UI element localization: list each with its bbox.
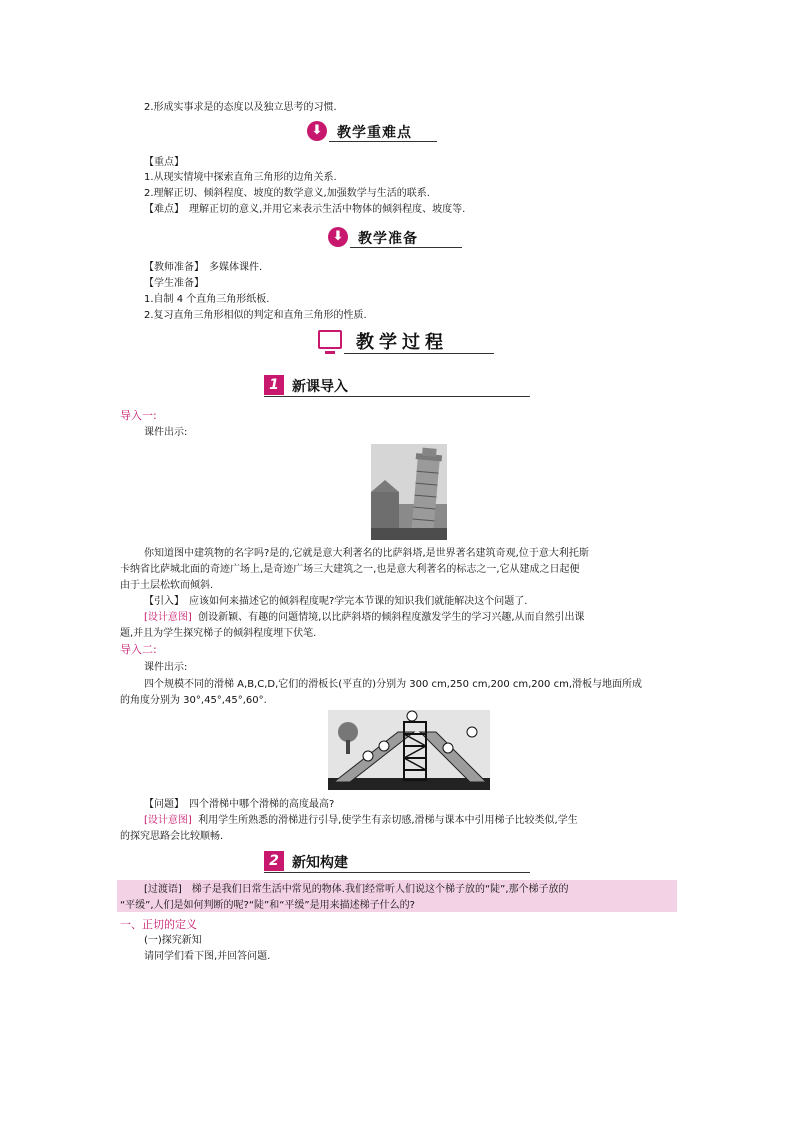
sub-one-title: (一)探究新知 xyxy=(144,935,202,946)
student-prep: 【学生准备】 xyxy=(144,278,204,289)
heading-prep-title: 教学准备 xyxy=(358,231,418,247)
heading-new-intro-title: 新课导入 xyxy=(292,379,348,395)
heading-prep xyxy=(328,227,464,249)
design-intent-2-text: 利用学生所熟悉的滑梯进行引导,使学生有亲切感,滑梯与课本中引用梯子比较类似,学生 xyxy=(198,815,578,826)
intro-2-show: 课件出示: xyxy=(144,662,188,673)
intro-1-para-1: 你知道图中建筑物的名字吗?是的,它就是意大利著名的比萨斜塔,是世界著名建筑奇观,位于意大利托斯 xyxy=(144,548,589,559)
intro-2-label: 导入二: xyxy=(120,643,157,656)
intro-1-label: 导入一: xyxy=(120,409,157,422)
down-arrow-circle-icon: ⬇ xyxy=(328,227,348,247)
prep-1: 1.自制 4 个直角三角形纸板. xyxy=(144,294,270,305)
heading-new-intro xyxy=(264,375,530,397)
section-number-badge: 1 xyxy=(264,375,284,395)
transition-line-2: “平缓”,人们是如何判断的呢?“陡”和“平缓”是用来描述梯子什么的? xyxy=(120,900,415,911)
design-intent-1-cont: 题,并且为学生探究梯子的倾斜程度埋下伏笔. xyxy=(120,628,317,639)
monitor-icon xyxy=(318,330,342,349)
intro-1-lead-in: 【引入】 应该如何来描述它的倾斜程度呢?学完本节课的知识我们就能解决这个问题了. xyxy=(144,596,528,607)
ask-text: 请同学们看下图,并回答问题. xyxy=(144,951,271,962)
down-arrow-circle-icon: ⬇ xyxy=(307,121,327,141)
transition-line-1: [过渡语] 梯子是我们日常生活中常见的物体.我们经常听人们说这个梯子放的“陡”,那个梯子放的 xyxy=(144,884,569,895)
difficulty-text: 【难点】 理解正切的意义,并用它来表示生活中物体的倾斜程度、坡度等. xyxy=(144,204,466,215)
intro-1-show: 课件出示: xyxy=(144,427,188,438)
design-intent-tag: [设计意图] xyxy=(144,612,192,623)
intro-1-para-2: 卡纳省比萨城北面的奇迹广场上,是奇迹广场三大建筑之一,也是意大利著名的标志之一,它从建成之日起便 xyxy=(120,564,580,575)
question: 【问题】 四个滑梯中哪个滑梯的高度最高? xyxy=(144,799,335,810)
heading-key-difficulty-title: 教学重难点 xyxy=(337,125,412,141)
key-point-1: 1.从现实情境中探索直角三角形的边角关系. xyxy=(144,172,337,183)
heading-process-title: 教学过程 xyxy=(356,332,448,353)
design-intent-1-text: 创设新颖、有趣的问题情境,以比萨斜塔的倾斜程度激发学生的学习兴趣,从而自然引出课 xyxy=(198,612,585,623)
heading-process xyxy=(318,328,494,356)
design-intent-1 xyxy=(144,610,585,625)
key-label: 【重点】 xyxy=(144,157,184,168)
teacher-prep: 【教师准备】 多媒体课件. xyxy=(144,262,263,273)
slide-cartoon-image xyxy=(328,710,490,790)
design-intent-2-cont: 的探究思路会比较顺畅. xyxy=(120,831,224,842)
key-point-2: 2.理解正切、倾斜程度、坡度的数学意义,加强数学与生活的联系. xyxy=(144,188,430,199)
goal-2: 2.形成实事求是的态度以及独立思考的习惯. xyxy=(144,102,337,113)
design-intent-2 xyxy=(144,813,578,828)
pisa-tower-image xyxy=(371,444,447,540)
section-number-badge: 2 xyxy=(264,851,284,871)
intro-2-para-2: 的角度分别为 30°,45°,45°,60°. xyxy=(120,695,267,706)
design-intent-tag: [设计意图] xyxy=(144,815,192,826)
heading-new-build-title: 新知构建 xyxy=(292,855,348,871)
intro-1-para-3: 由于土层松软而倾斜. xyxy=(120,580,214,591)
heading-key-difficulty xyxy=(307,121,437,143)
intro-2-para-1: 四个规模不同的滑梯 A,B,C,D,它们的滑板长(平直的)分别为 300 cm,250 cm,200 cm,200 cm,滑板与地面所成 xyxy=(144,679,642,690)
section-one-title: 一、正切的定义 xyxy=(120,918,197,931)
heading-new-build xyxy=(264,851,530,873)
prep-2: 2.复习直角三角形相似的判定和直角三角形的性质. xyxy=(144,310,367,321)
